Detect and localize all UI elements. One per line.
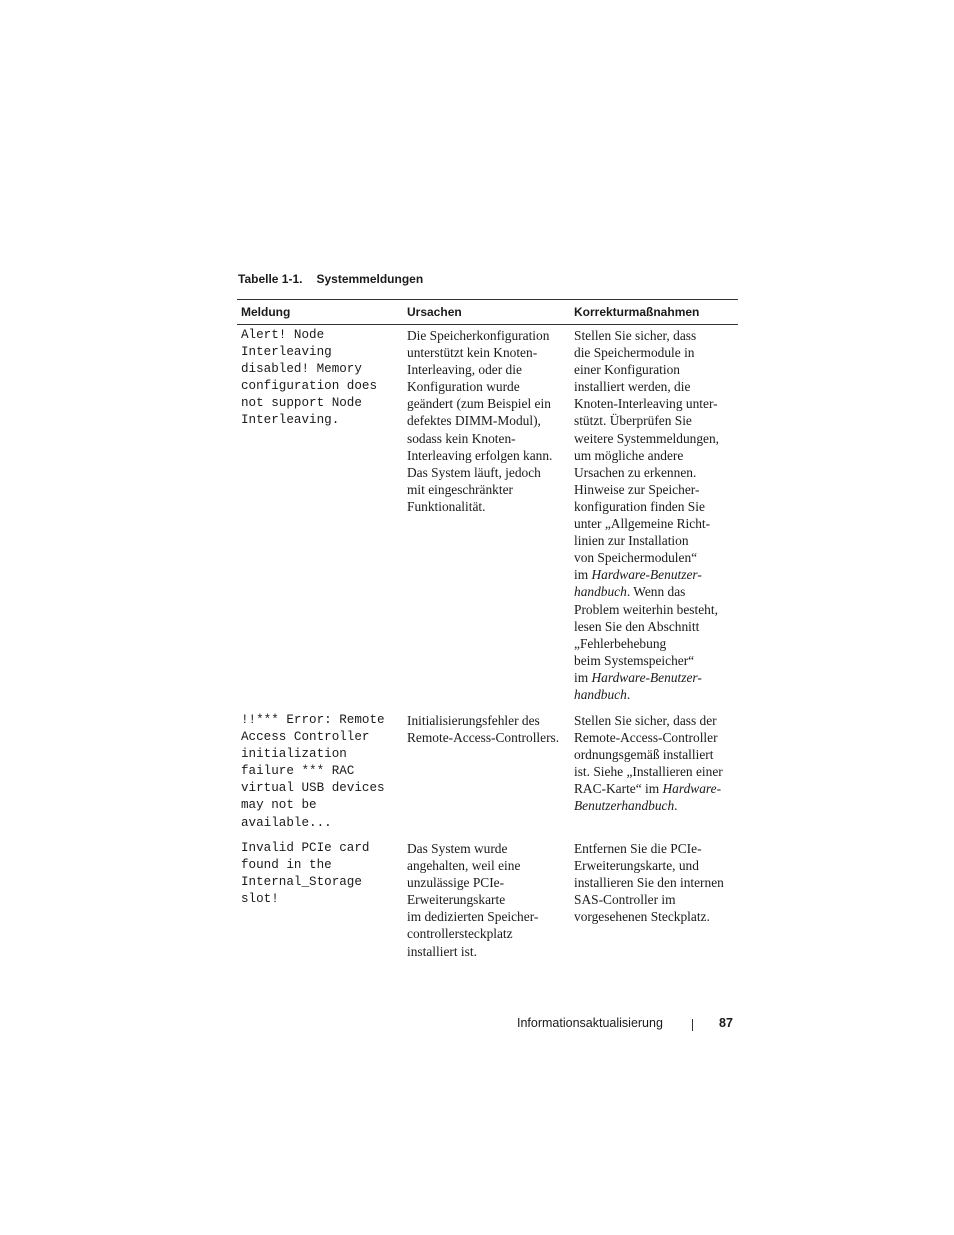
message-cell: Invalid PCIe card found in the Internal_Storage slot! [241,841,370,907]
action-cell [570,712,738,832]
manual-title-text: Hardware-Benutzer- handbuch [574,669,702,702]
message-cell: Alert! Node Interleaving disabled! Memory configuration does not support Node Interleaving. [241,328,378,428]
footer-separator [692,1019,693,1031]
action-text: Stellen Sie sicher, dass der Remote-Access-Controller ordnungsgemäß installiert ist. Siehe „Installieren einer RAC-Karte“ im [574,713,723,797]
header-cause: Ursachen [407,305,462,319]
footer-section-title: Informationsaktualisierung [517,1016,663,1030]
manual-title-text: Hardware- Benutzerhandbuch [574,781,722,814]
action-cell [570,840,738,960]
action-text: Entfernen Sie die PCIe- Erweiterungskarte, und installieren Sie den internen SAS-Controller im vorgesehenen Steckplatz. [574,841,724,925]
table-caption [238,272,423,286]
action-cell [570,327,738,703]
table-row [237,327,738,703]
header-message: Meldung [241,305,291,319]
manual-title-text: Hardware-Benutzer- handbuch [574,567,702,600]
cause-cell: Das System wurde angehalten, weil eine unzulässige PCIe- Erweiterungskarte im dedizierten Speicher- controllersteckplatz installiert ist. [407,841,539,959]
action-text: . [626,686,631,702]
action-text: Stellen Sie sicher, dass die Speichermodule in einer Konfiguration installiert werden, die Knoten-Interleaving unter- stützt. Überprüfen Sie weitere Systemmeldungen, um mögliche andere Ursachen zu erkennen. Hinweise zur Speicher- konfiguration finden Sie unter „Allgemeine Richt- linien zur Installation von Speichermodulen“ im [574,328,720,583]
action-text: . Wenn das Problem weiterhin besteht, lesen Sie den Abschnitt „Fehlerbehebung beim Systemspeicher“ im [574,584,718,685]
table-title: Systemmeldungen [316,272,424,286]
page-number: 87 [719,1016,733,1030]
message-cell: !!*** Error: Remote Access Controller initialization failure *** RAC virtual USB devices may not be available... [241,713,385,830]
table-header [237,300,738,325]
cause-cell: Die Speicherkonfiguration unterstützt kein Knoten- Interleaving, oder die Konfiguration wurde geändert (zum Beispiel ein defektes DIMM-Modul), sodass kein Knoten- Interleaving erfolgen kann. Das System läuft, jedoch mit eingeschränkter Funktionalität. [407,328,553,514]
cause-cell: Initialisierungsfehler des Remote-Access-Controllers. [407,713,560,746]
header-action: Korrekturmaßnahmen [574,305,700,319]
action-text: . [674,798,678,814]
table-row [237,840,738,960]
table-label: Tabelle 1-1. [238,272,303,286]
system-messages-table [237,299,738,959]
table-row [237,712,738,832]
